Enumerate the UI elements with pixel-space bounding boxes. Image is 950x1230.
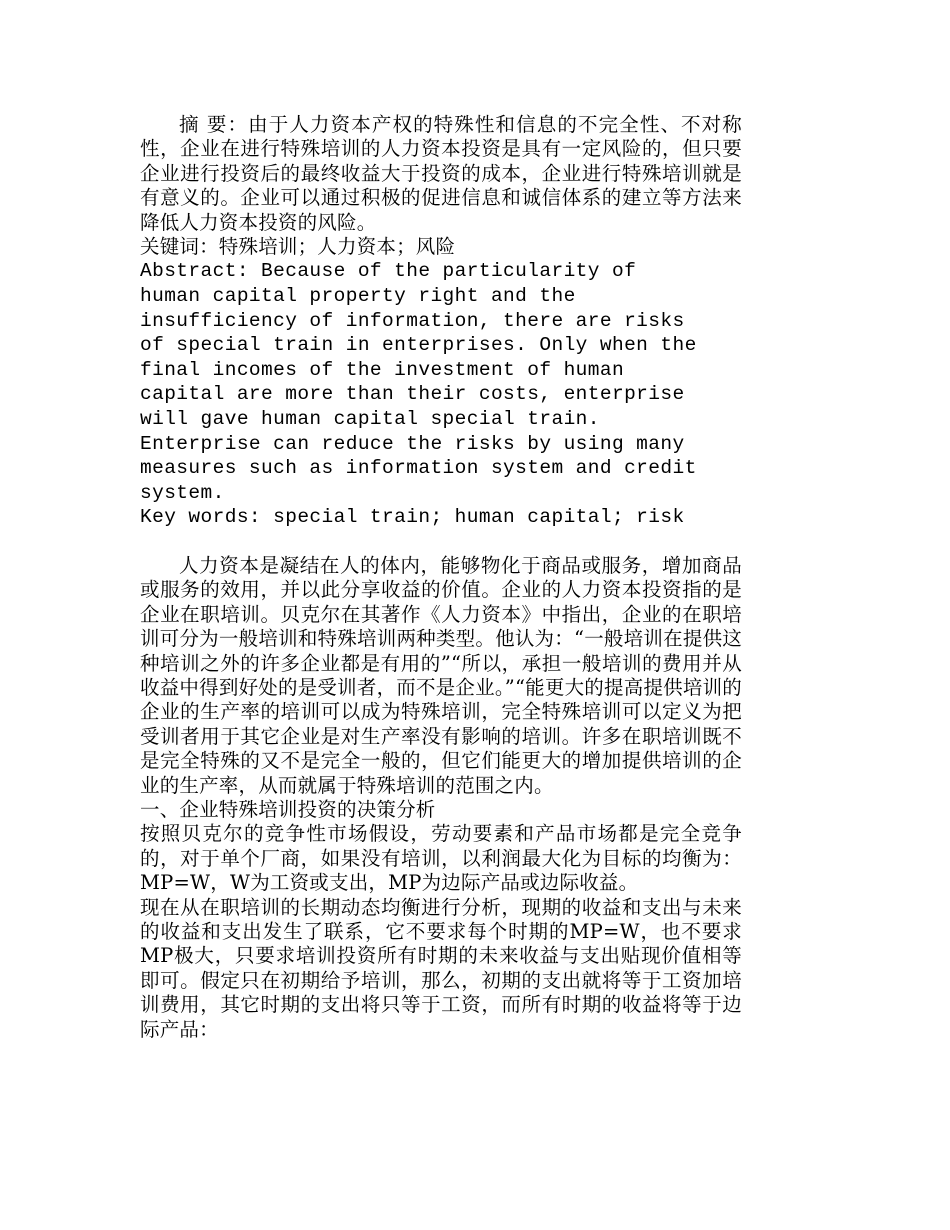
abstract-english: Abstract: Because of the particularity of human capital property right and the insufficiency of information, there are risks of special train in enterprises. Only when the final incomes of the investment of human capital are more than their costs, enterprise will gave human capital special train. Enterprise can reduce the risks by using many measures such as information system and credit system. (140, 260, 697, 504)
paragraph-gap (140, 530, 742, 554)
keywords-chinese: 关键词：特殊培训；人力资本；风险 (140, 235, 456, 259)
abstract-chinese: 摘 要：由于人力资本产权的特殊性和信息的不完全性、不对称性，企业在进行特殊培训的人力资本投资是具有一定风险的，但只要企业进行投资后的最终收益大于投资的成本，企业进行特殊培训就是有意义的。企业可以通过积极的促进信息和诚信体系的建立等方法来降低人力资本投资的风险。 (140, 113, 742, 234)
keywords-english: Key words: special train; human capital; risk (140, 506, 685, 529)
document-page (140, 113, 742, 1042)
body-paragraph: 现在从在职培训的长期动态均衡进行分析，现期的收益和支出与未来的收益和支出发生了联系，它不要求每个时期的MP=W，也不要求MP极大，只要求培训投资所有时期的未来收益与支出贴现价值相等即可。假定只在初期给予培训，那么，初期的支出就将等于工资加培训费用，其它时期的支出将只等于工资，而所有时期的收益将等于边际产品： (140, 895, 742, 1041)
section-heading: 一、企业特殊培训投资的决策分析 (140, 798, 436, 822)
body-paragraph: 按照贝克尔的竞争性市场假设，劳动要素和产品市场都是完全竞争的，对于单个厂商，如果没有培训，以利润最大化为目标的均衡为：MP=W，W为工资或支出，MP为边际产品或边际收益。 (140, 822, 742, 895)
intro-paragraph: 人力资本是凝结在人的体内，能够物化于商品或服务，增加商品或服务的效用，并以此分享收益的价值。企业的人力资本投资指的是企业在职培训。贝克尔在其著作《人力资本》中指出，企业的在职培训可分为一般培训和特殊培训两种类型。他认为：“一般培训在提供这种培训之外的许多企业都是有用的”“所以，承担一般培训的费用并从收益中得到好处的是受训者，而不是企业。”“能更大的提高提供培训的企业的生产率的培训可以成为特殊培训，完全特殊培训可以定义为把受训者用于其它企业是对生产率没有影响的培训。许多在职培训既不是完全特殊的又不是完全一般的，但它们能更大的增加提供培训的企业的生产率，从而就属于特殊培训的范围之内。 (140, 553, 742, 797)
